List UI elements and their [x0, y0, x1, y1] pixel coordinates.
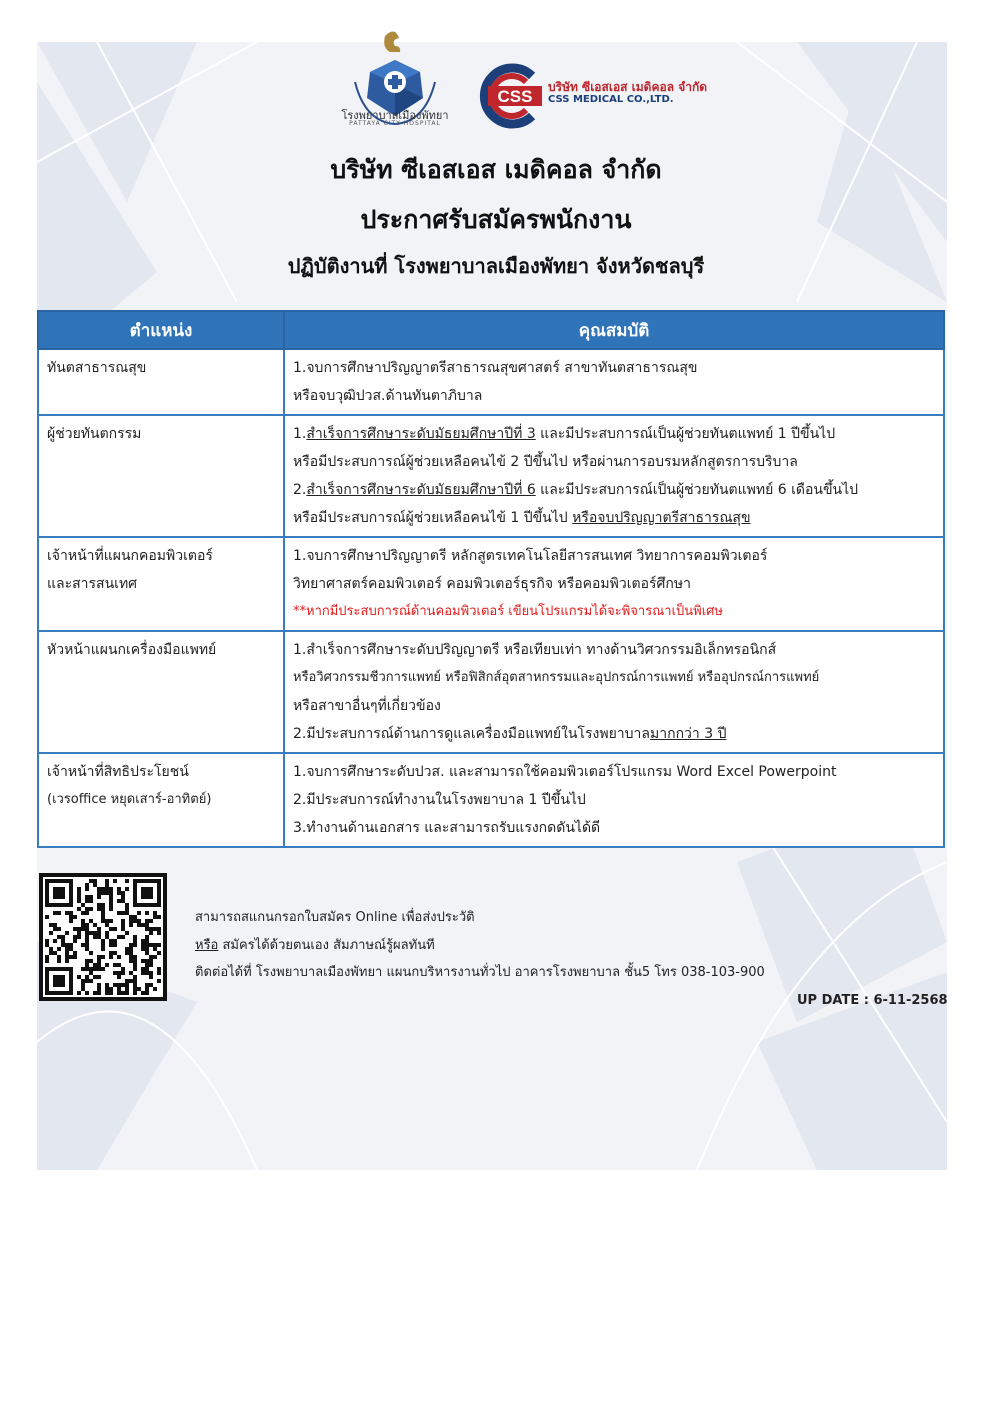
qualification-cell: [284, 537, 944, 631]
application-qr-code[interactable]: [39, 873, 167, 1001]
qualification-underlined: มากกว่า 3 ปี: [650, 726, 727, 742]
qualification-note: [293, 598, 935, 626]
qualification-text: 1.: [293, 426, 307, 442]
qualification-line: [293, 570, 935, 598]
qualification-cell: [284, 753, 944, 847]
position-column-header: ตำแหน่ง: [38, 311, 284, 349]
qualification-cell: [284, 631, 944, 753]
position-name: และสารสนเทศ: [47, 576, 138, 592]
company-english-name: CSS MEDICAL CO.,LTD.: [548, 94, 674, 105]
scan-instruction: สามารถสแกนกรอกใบสมัคร Online เพื่อส่งประวัติ: [195, 910, 475, 925]
logo-strip: [0, 0, 992, 140]
update-date: UP DATE : 6-11-2568: [797, 993, 948, 1008]
table-row: [38, 753, 944, 847]
qualification-line: [293, 720, 935, 748]
company-title: บริษัท ซีเอสเอส เมดิคอล จำกัด: [330, 155, 662, 184]
qualification-line: [293, 664, 935, 692]
position-cell: [38, 753, 284, 847]
table-row: [38, 537, 944, 631]
qualification-line: [293, 692, 935, 720]
qualification-text: หรือมีประสบการณ์ผู้ช่วยเหลือคนไข้ 1 ปีขึ้นไป: [293, 510, 573, 526]
qualification-text: 1.สำเร็จการศึกษาระดับปริญญาตรี หรือเทียบเท่า ทางด้านวิศวกรรมอิเล็กทรอนิกส์: [293, 642, 777, 658]
qualification-text: 1.จบการศึกษาปริญญาตรี หลักสูตรเทคโนโลยีสารสนเทศ วิทยาการคอมพิวเตอร์: [293, 548, 768, 564]
qualification-underlined: หรือจบปริญญาตรีสาธารณสุข: [572, 510, 751, 526]
qualification-column-header: คุณสมบัติ: [284, 311, 944, 349]
qualification-line: [293, 786, 935, 814]
position-note: (เวรoffice หยุดเสาร์-อาทิตย์): [47, 792, 212, 807]
or-word: หรือ: [195, 938, 219, 953]
css-mark: CSS: [497, 87, 533, 106]
qualification-text: หรือวิศวกรรมชีวการแพทย์ หรือฟิสิกส์อุตสาหกรรมและอุปกรณ์การแพทย์ หรืออุปกรณ์การแพทย์: [293, 670, 820, 685]
qualification-text: และมีประสบการณ์เป็นผู้ช่วยทันตแพทย์ 1 ปีขึ้นไป: [535, 426, 836, 442]
table-row: [38, 349, 944, 415]
qualification-text: 2.: [293, 482, 307, 498]
qualification-line: [293, 636, 935, 664]
position-cell: [38, 631, 284, 753]
qualification-line: [293, 814, 935, 842]
contact-info: ติดต่อได้ที่ โรงพยาบาลเมืองพัทยา แผนกบริหารงานทั่วไป อาคารโรงพยาบาล ชั้น5 โทร 038-103-900: [195, 965, 765, 980]
qualification-underlined: สำเร็จการศึกษาระดับมัธยมศึกษาปีที่ 6: [306, 482, 536, 498]
position-name: เจ้าหน้าที่แผนกคอมพิวเตอร์: [47, 548, 213, 564]
qualification-line: [293, 420, 935, 448]
qualification-line: [293, 542, 935, 570]
qualification-text: หรือจบวุฒิปวส.ด้านทันตาภิบาล: [293, 388, 483, 404]
qualification-cell: [284, 415, 944, 537]
qualification-text: 1.จบการศึกษาระดับปวส. และสามารถใช้คอมพิวเตอร์โปรแกรม Word Excel Powerpoint: [293, 764, 837, 780]
hospital-english-name: PATTAYA CITY HOSPITAL: [349, 120, 441, 127]
position-cell: [38, 537, 284, 631]
position-cell: [38, 349, 284, 415]
position-name: เจ้าหน้าที่สิทธิประโยชน์: [47, 764, 189, 780]
qualification-underlined: สำเร็จการศึกษาระดับมัธยมศึกษาปีที่ 3: [306, 426, 536, 442]
table-header-row: [38, 311, 944, 349]
table-row: [38, 631, 944, 753]
announcement-title: ประกาศรับสมัครพนักงาน: [360, 205, 632, 234]
qr-code-icon: [39, 873, 167, 1001]
company-thai-name: บริษัท ซีเอสเอส เมดิคอล จำกัด: [548, 80, 708, 94]
position-name: ทันตสาธารณสุข: [47, 360, 147, 376]
qualification-line: [293, 448, 935, 476]
qualification-note-text: **หากมีประสบการณ์ด้านคอมพิวเตอร์ เขียนโปรแกรมได้จะพิจารณาเป็นพิเศษ: [293, 604, 723, 619]
walkin-text: สมัครได้ด้วยตนเอง สัมภาษณ์รู้ผลทันที: [218, 938, 435, 953]
qualification-text: 2.มีประสบการณ์ทำงานในโรงพยาบาล 1 ปีขึ้นไป: [293, 792, 586, 808]
walkin-instruction: [195, 934, 435, 955]
qualification-text: 2.มีประสบการณ์ด้านการดูแลเครื่องมือแพทย์ในโรงพยาบาล: [293, 726, 650, 742]
position-cell: [38, 415, 284, 537]
qualification-line: [293, 504, 935, 532]
qualification-line: [293, 382, 935, 410]
qualification-text: 3.ทำงานด้านเอกสาร และสามารถรับแรงกดดันได้ดี: [293, 820, 601, 836]
job-table: [37, 310, 945, 848]
qualification-line: [293, 354, 935, 382]
qualification-text: วิทยาศาสตร์คอมพิวเตอร์ คอมพิวเตอร์ธุรกิจ หรือคอมพิวเตอร์ศึกษา: [293, 576, 692, 592]
hospital-name: โรงพยาบาลเมืองพัทยา: [341, 109, 449, 122]
qualification-text: หรือสาขาอื่นๆที่เกี่ยวข้อง: [293, 698, 441, 714]
qualification-text: หรือมีประสบการณ์ผู้ช่วยเหลือคนไข้ 2 ปีขึ้นไป หรือผ่านการอบรมหลักสูตรการบริบาล: [293, 454, 798, 470]
qualification-cell: [284, 349, 944, 415]
css-medical-logo-icon: [474, 62, 544, 130]
qualification-text: 1.จบการศึกษาปริญญาตรีสาธารณสุขศาสตร์ สาขาทันตสาธารณสุข: [293, 360, 698, 376]
table-row: [38, 415, 944, 537]
qualification-text: และมีประสบการณ์เป็นผู้ช่วยทันตแพทย์ 6 เดือนขึ้นไป: [535, 482, 859, 498]
work-location: ปฏิบัติงานที่ โรงพยาบาลเมืองพัทยา จังหวัดชลบุรี: [287, 254, 705, 278]
qualification-line: [293, 758, 935, 786]
position-name: ผู้ช่วยทันตกรรม: [47, 426, 142, 442]
qualification-line: [293, 476, 935, 504]
position-name: หัวหน้าแผนกเครื่องมือแพทย์: [47, 642, 217, 658]
